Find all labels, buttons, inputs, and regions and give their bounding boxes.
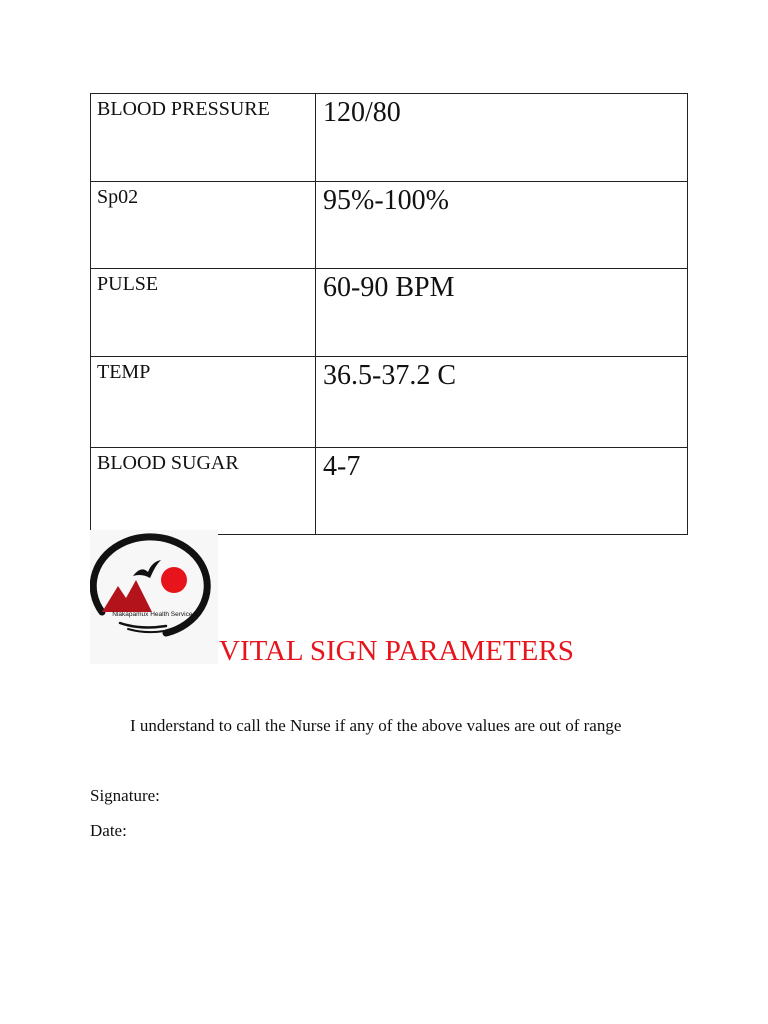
parameter-value: 95%-100%: [316, 182, 688, 269]
parameter-name: Sp02: [91, 182, 316, 269]
parameter-value: 120/80: [316, 94, 688, 182]
table-row: [91, 94, 688, 182]
parameter-value: 4-7: [316, 448, 688, 535]
logo-graphic: [90, 530, 218, 664]
logo-water-icon: [128, 629, 164, 632]
logo-water-icon: [120, 623, 166, 627]
parameter-name: PULSE: [91, 269, 316, 357]
parameter-name: BLOOD SUGAR: [91, 448, 316, 535]
logo-text: Nlakapamux Health Services: [112, 611, 196, 618]
logo-bird-icon: [133, 560, 161, 578]
parameter-value: 36.5-37.2 C: [316, 357, 688, 448]
parameter-name: TEMP: [91, 357, 316, 448]
parameter-name: BLOOD PRESSURE: [91, 94, 316, 182]
table-row: [91, 182, 688, 269]
signature-label: Signature:: [90, 786, 160, 805]
organization-logo: [90, 530, 218, 664]
logo-sun-icon: [161, 567, 187, 593]
acknowledgement-statement: I understand to call the Nurse if any of the above values are out of range: [130, 716, 622, 735]
table-row: [91, 269, 688, 357]
table-row: [91, 357, 688, 448]
parameter-value: 60-90 BPM: [316, 269, 688, 357]
document-title: VITAL SIGN PARAMETERS: [219, 635, 574, 667]
date-label: Date:: [90, 821, 127, 840]
logo-ring-icon: [93, 537, 207, 633]
logo-mountain-icon: [102, 580, 152, 612]
table-row: [91, 448, 688, 535]
vital-signs-table: [90, 93, 688, 535]
